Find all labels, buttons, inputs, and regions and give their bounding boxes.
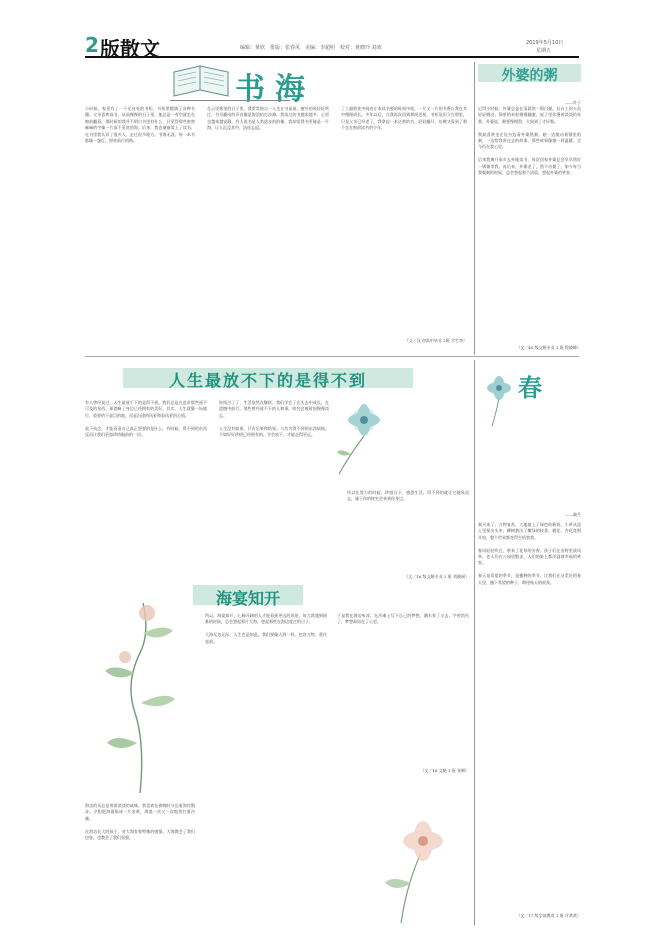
article-title: 书海 bbox=[235, 72, 315, 107]
column-divider bbox=[474, 360, 475, 925]
page-number: 2 bbox=[85, 33, 99, 57]
article-haiyan bbox=[85, 583, 469, 925]
section-rule bbox=[85, 356, 579, 357]
article-author: ——晓月 bbox=[565, 512, 581, 517]
article-title: 人生最放不下的是得不到 bbox=[168, 371, 367, 390]
article-signature: （文／16 级文秘专业 2 班 刘晓丽） bbox=[404, 574, 469, 579]
article-body: 春天来了，万物复苏，大地披上了绿色的新装。小草从泥土里探出头来，柳树抽出了嫩绿的枝条，桃花、杏花竞相开放，整个世界都变得生机勃勃。 春风轻轻吹过，带来了花草的芳香。孩子们在田野里放风筝，老人们在公园里散步，人们的脸上都洋溢着幸福的笑容。 春天是希望的季节，是播种的季节。让我们在这美好的春天里，播下希望的种子，期待秋天的收获。 bbox=[478, 522, 581, 585]
page-header bbox=[0, 0, 664, 61]
article-signature: （文／16 文秘 1 班 张琳） bbox=[420, 768, 469, 773]
flower-illustration bbox=[361, 783, 469, 923]
article-chun bbox=[478, 360, 581, 925]
article-renzui bbox=[85, 360, 469, 585]
article-column-1: 海边的风总是带着淡淡的咸味，我喜欢在傍晚时分沿着海岸散步。夕阳把海面染成一片金黄，海浪一次又一次地拍打着沙滩。 在海边长大的孩子，对大海有着特殊的感情。大海教会了我们包容，也教会了我们坚强。 bbox=[85, 803, 195, 841]
article-column-3: 于是我在海边听涛，在沙滩上写下自己的梦想。潮水来了又去，字迹消失了，梦想却留在了心里。 bbox=[337, 613, 469, 625]
article-column-2: 所以，海宴知开，心胸开阔的人才能看到更远的风景。每当我遇到困难的时候，总会想起那片大海，想起那些在海边度过的日子。 大海无边无际，人生也是如此。我们要像大海一样，包容万物，勇往直前。 bbox=[205, 613, 327, 644]
article-title: 海宴知开 bbox=[215, 589, 280, 608]
book-icon bbox=[170, 62, 232, 100]
editor-credits: 编辑：黄欣 排版：张春风 美编：李超明 校对：黄晓玲 刘欢 bbox=[240, 45, 382, 51]
article-column-3: 所以在努力的时候，珍惜当下，感恩生活。得不到的就让它随风而去，属于你的终究会来到你身边。 bbox=[347, 490, 469, 502]
article-column-1: 小时候，家里有了一个光亮亮的书柜，书柜里摆满了各种书籍。父亲喜欢读书，从前慢慢的日子里，他总是一有空就坐在窗前翻看。那时候的我并不明白书里有什么，只觉得那些密密麻麻的字像一片深不见底的海。后来，我也渐渐爱上了读书，在书里我认识了很多人，走过很多地方。书海无涯，每一本书都像一盏灯，照亮前行的路。 bbox=[85, 106, 195, 144]
article-author: ——叶子 bbox=[565, 100, 581, 105]
article-column-3: 了上遍野花中间的左本读书要的时间中间，一片又一片的书香让我在其中慢慢成长。多年以后，当我再次回到那间老屋，书柜依旧立在那里，只是父亲已经老了。我拿起一本泛黄的书，轻轻翻开，仿佛又看到了那个坐在窗前读书的少年。 bbox=[341, 106, 467, 131]
header-rule bbox=[85, 56, 579, 58]
article-waipo bbox=[478, 62, 581, 355]
article-title: 外婆的粥 bbox=[501, 68, 558, 84]
article-title: 春 bbox=[518, 374, 542, 402]
article-shuhai bbox=[85, 62, 470, 352]
article-body: 记得小时候，外婆总是在清晨熬一锅白粥。灶台上的火苗轻轻跳动，锅里的米粒慢慢翻滚，屋子里弥漫着淡淡的米香。外婆说，粥要慢慢熬，火候到了才好喝。 我最喜欢坐在灶台边看外婆熬粥。她一边搅动着锅里的粥，一边给我讲过去的故事。那些故事像粥一样温暖，至今仍在我心里。 后来我离开家乡去外地读书，每次回家外婆总会早早熬好一锅粥等我。再后来，外婆老了，熬不动粥了。如今每当我喝粥的时候，总会想起那个清晨，想起外婆的笑容。 bbox=[478, 106, 581, 176]
section-title: 版散文 bbox=[100, 37, 160, 61]
issue-date: 2019年5月10日 bbox=[526, 40, 564, 46]
flower-illustration bbox=[329, 396, 399, 476]
flower-illustration bbox=[478, 368, 520, 428]
flower-illustration bbox=[85, 593, 195, 793]
column-divider bbox=[474, 62, 475, 355]
article-column-2: 在云里雾里的日子里，我常常独自一人坐在书桌前。窗外的风轻轻吹过，书页翻动的声音像是海浪拍打沙滩。我读过的书越来越多，心里也越来越安静。有人说书是人类进步的阶梯，我却觉得书更像是一片海，让人沉浸其中，流连忘返。 bbox=[207, 106, 329, 131]
article-signature: （文／17 级学前教育 1 班 许欢欢） bbox=[516, 913, 581, 918]
article-column-2: 时间过了了，生活依然在继续。我们学会了在失去中成长，在遗憾中前行。那些曾经放不下的人和事，终究会被时间慢慢淡忘。 人生没有如果，只有后果和结果。与其为得不到的东西烦恼，不如好好珍惜已经拥有的。学会放下，才能走得更远。 bbox=[219, 400, 329, 438]
article-column-1: 有人曾经说过，人生最放不下的是得不到。我们总是在追求那些遥不可及的东西，却忽略了身边已经拥有的美好。其实，人生就像一场旅行，重要的不是目的地，而是沿途的风景和看风景的心情。 放下执念，才能看清自己真正想要的是什么。有时候，得不到的东西反而让我们更加珍惜眼前的一切。 bbox=[85, 400, 207, 438]
issue-weekday: 星期五 bbox=[536, 48, 552, 54]
article-signature: （文／45 级文秘专业 1 班 程晓峰） bbox=[516, 345, 581, 350]
article-signature: （文／汉 初高中毕业 2班 学生李） bbox=[404, 338, 467, 343]
title-underline bbox=[170, 100, 290, 101]
